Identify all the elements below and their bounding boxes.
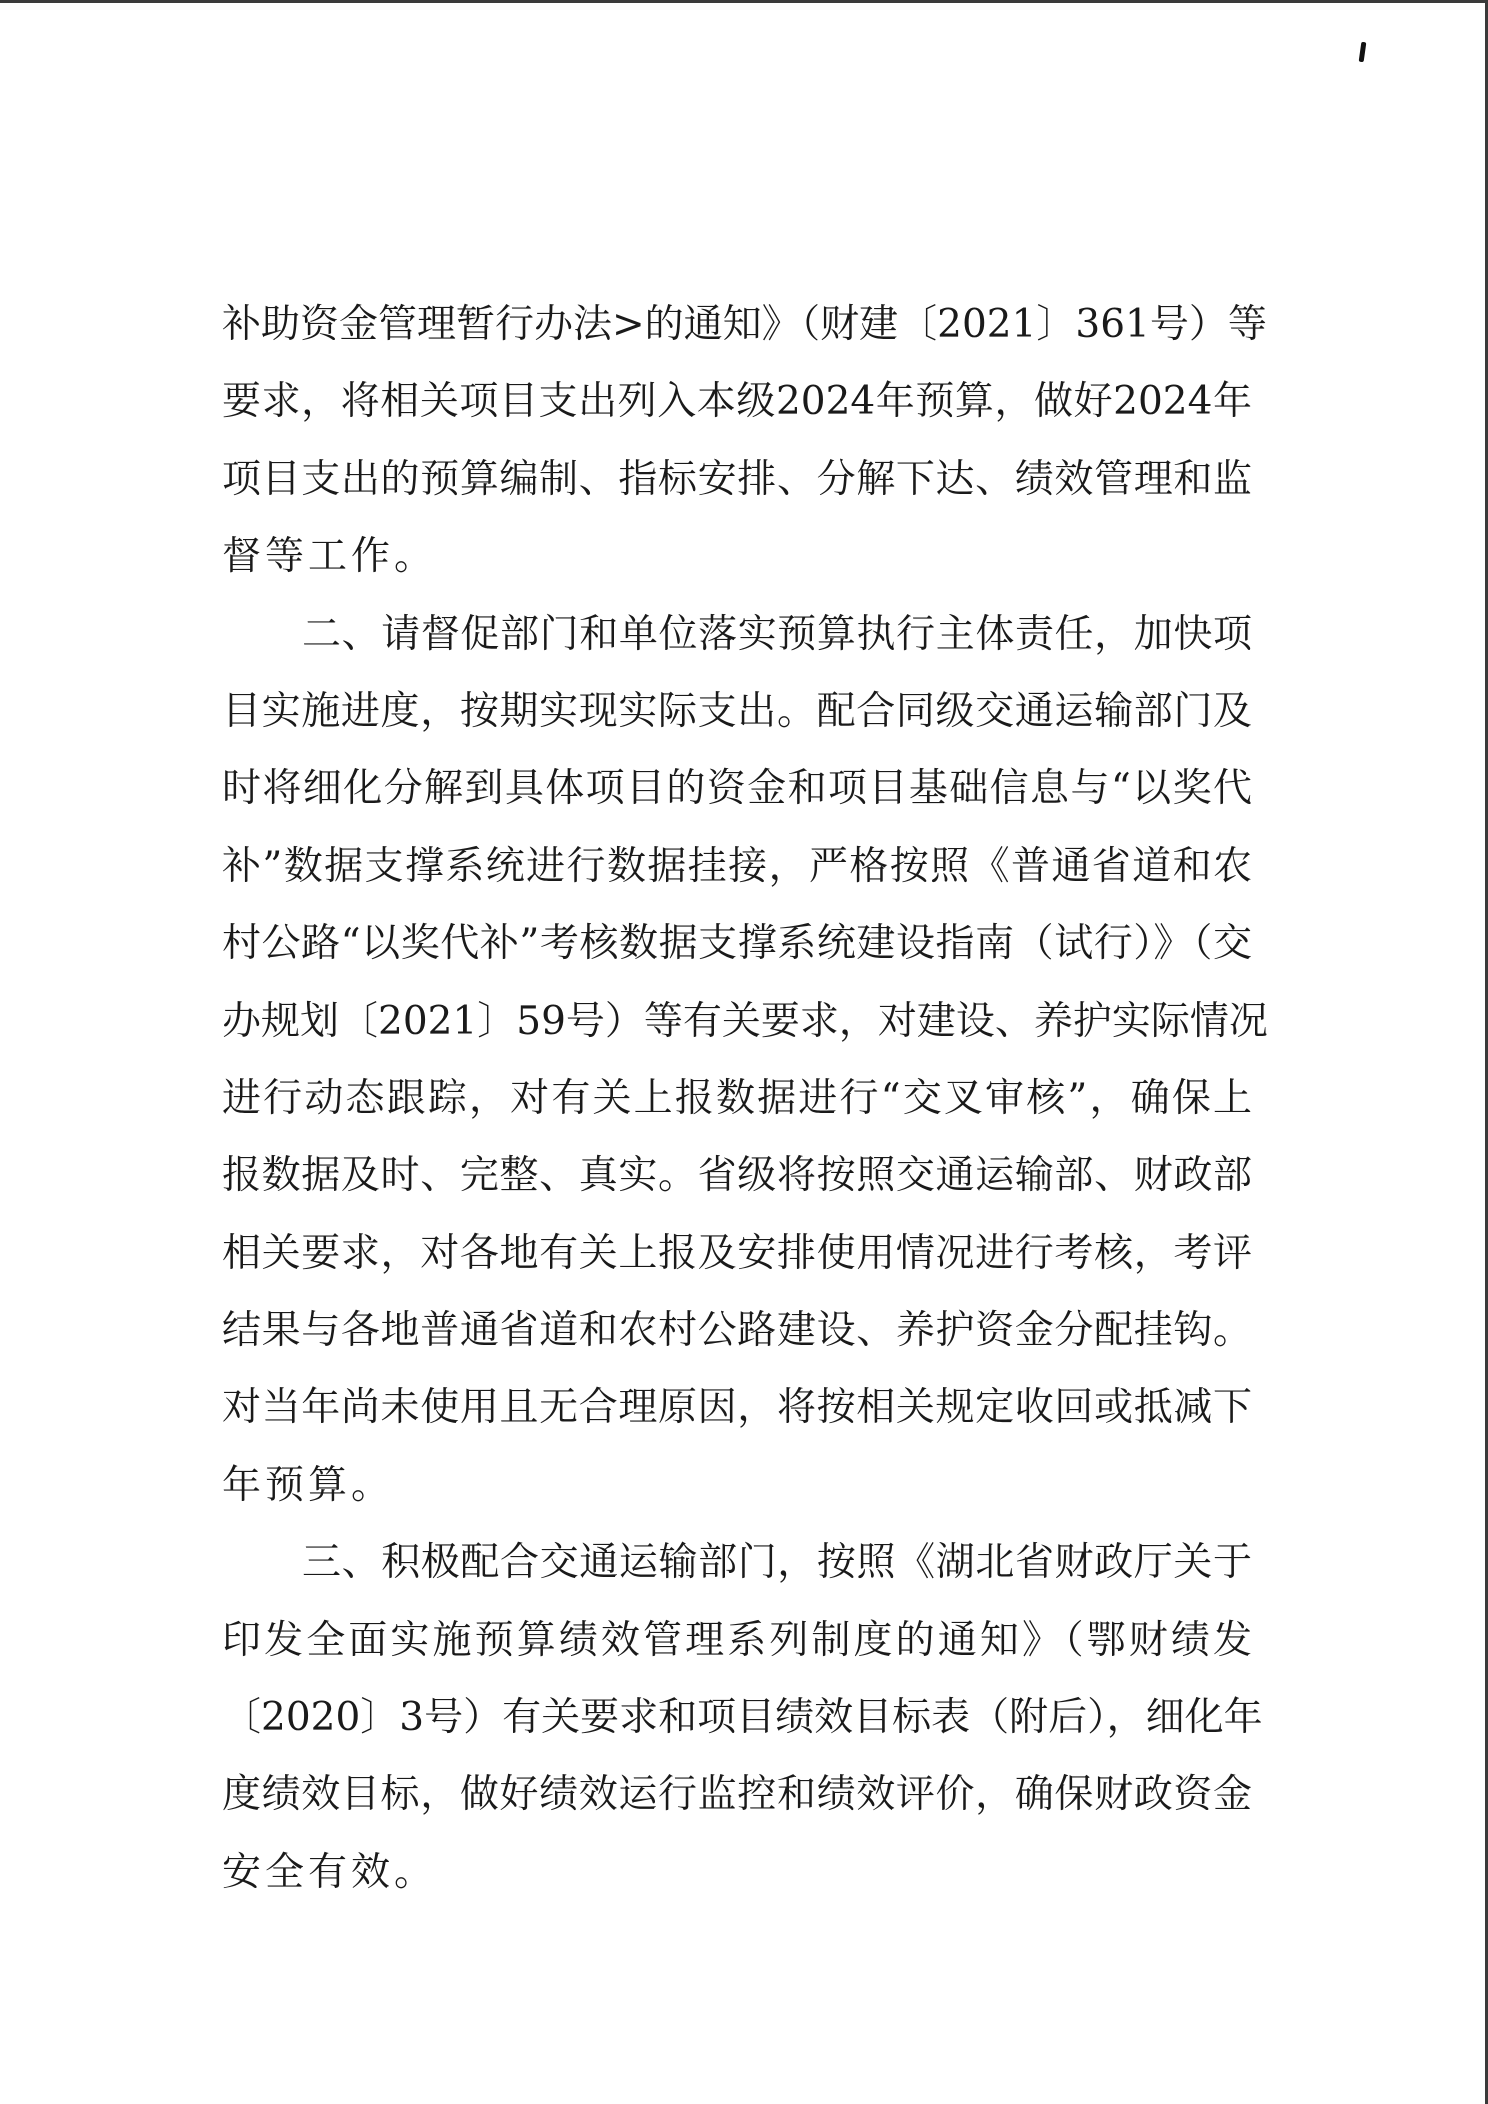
body-line: 补助资金管理暂行办法>的通知》（财建〔2021〕361号）等 <box>222 302 1267 347</box>
scan-mark <box>1359 42 1367 63</box>
body-line: 补”数据支撑系统进行数据挂接，严格按照《普通省道和农 <box>222 843 1252 889</box>
body-line: 〔2020〕3号）有关要求和项目绩效目标表（附后），细化年 <box>222 1695 1263 1741</box>
body-line: 相关要求，对各地有关上报及安排使用情况进行考核，考评 <box>222 1230 1252 1276</box>
body-line: 目实施进度，按期实现实际支出。配合同级交通运输部门及 <box>222 688 1252 734</box>
document-body <box>222 286 1268 1911</box>
body-line: 要求，将相关项目支出列入本级2024年预算，做好2024年 <box>222 379 1252 425</box>
body-line: 办规划〔2021〕59号）等有关要求，对建设、养护实际情况 <box>222 998 1268 1044</box>
body-line: 安全有效。 <box>222 1849 438 1895</box>
body-line: 对当年尚未使用且无合理原因，将按相关规定收回或抵减下 <box>222 1385 1252 1431</box>
body-line: 度绩效目标，做好绩效运行监控和绩效评价，确保财政资金 <box>222 1772 1252 1818</box>
body-line: 年预算。 <box>222 1462 395 1508</box>
body-line: 印发全面实施预算绩效管理系列制度的通知》（鄂财绩发 <box>222 1617 1252 1663</box>
section-two-line: 二、请督促部门和单位落实预算执行主体责任，加快项 <box>302 611 1252 657</box>
body-line: 项目支出的预算编制、指标安排、分解下达、绩效管理和监 <box>222 456 1252 502</box>
scan-border-top <box>0 0 1488 3</box>
body-line: 进行动态跟踪，对有关上报数据进行“交叉审核”，确保上 <box>222 1075 1252 1121</box>
body-line: 督等工作。 <box>222 534 438 580</box>
body-line: 报数据及时、完整、真实。省级将按照交通运输部、财政部 <box>222 1153 1252 1199</box>
section-three-line: 三、积极配合交通运输部门，按照《湖北省财政厅关于 <box>302 1540 1252 1586</box>
body-line: 结果与各地普通省道和农村公路建设、养护资金分配挂钩。 <box>222 1308 1252 1354</box>
body-line: 时将细化分解到具体项目的资金和项目基础信息与“以奖代 <box>222 766 1252 812</box>
body-line: 村公路“以奖代补”考核数据支撑系统建设指南（试行）》（交 <box>222 921 1252 967</box>
